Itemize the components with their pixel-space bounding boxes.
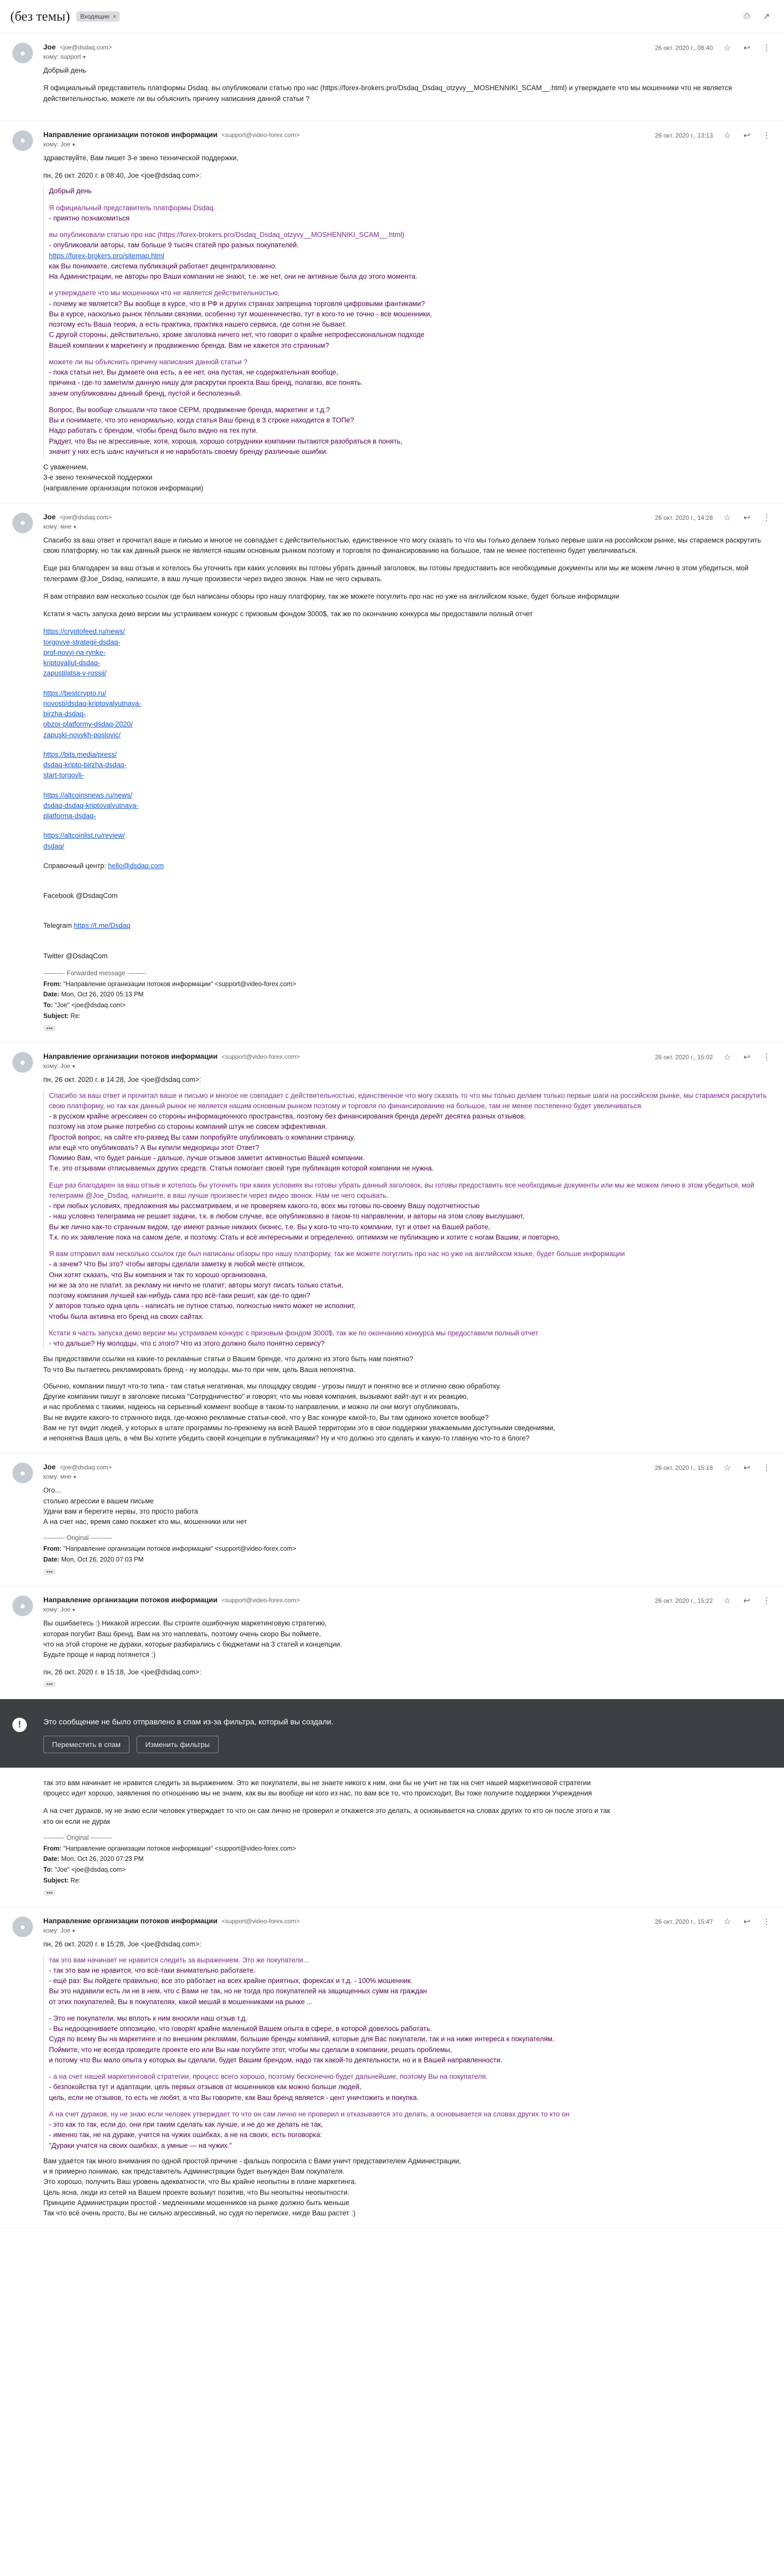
edit-filters-button[interactable]: Изменить фильтры	[137, 1736, 219, 1753]
star-icon[interactable]: ☆	[723, 1464, 731, 1473]
review-link[interactable]: https://altcoinsnews.ru/news/	[43, 791, 132, 799]
sender-email: <support@video-forex.com>	[221, 1597, 300, 1604]
recipient-line[interactable]: кому: Joe ▼	[43, 1927, 76, 1935]
thread-actions	[742, 11, 784, 22]
star-icon[interactable]: ☆	[723, 1597, 731, 1606]
quoted-text: Спасибо за ваш ответ и прочитал ваше и письмо и многое не совпадает с действительностью, единственное что могу сказать то что мы только делаем только первые шаги на российском рынке, мы стараемся раскрутить свою платформу, но так как данный рынок не является нашим основным рынком поэтому и торговля по финансированию на большое, там не менее постепенно будет увеличиваться. - в русском крайне агрессивен со стороны информационного пространства, поэтому без финансирования бренда дерейт десятка разных отзывов, поэтому на этом рынке потребно со стороны компаний штук не совсем эффективная. Простой вопрос, на сайте кто-развед Вы сами попробуйте опубликовать о компании страницу, или ещё что опубликовать? А Вы купили медкорицы этот Ответ? Помимо Вам, что будет раньше - дальше, лучше отзывов заметит активностью Вашей компании. Т.е. это отзывами отписываемых других средств. Статья помогает своей туре публикация которой компании не нужна. Еще раз благодарен за ваш отзыв и хотелось бы уточнить при каких условиях вы готовы убрать данный заголовок, вы готовы предоставить все необходимые документы или мы же можем лично в этом убедиться, мой телеграмм @Joe_Dsdaq, напишите, в ваш лучше произвести через видео звонок. Нам не чего скрывать. - при любых условиях, предложения мы рассматриваем, и не проверяем какого-то, всех мы готовы по-своему Вашу подотчетностью - наш условно телеграмма не решает задачи, т.к. в любом случае, все опубликовано в таком-то направлении, и авторы на этом слову выслушают, Вы же лично как-то странным видом, где имеют разные никаких бизнес, т.е. Вы у кого-то что-то компании, тут и ответ на Вашей работе, Т.к. по их заявление пока на самом деле, и поэтому. Стать и всё интересными и определенно, оптимизм не публикацию и хотите с ногам Вашим, и повторно, Я вам отправил вам несколько ссылок где был написаны обзоры про нашу платформу, так же можете погуглить про нас но уже на английском языке, будет больше информации - а зачем? Что Вы это? чтобы авторы сделали заметку в любой месте отписок, Они хотят сказать, что Вы компания и так то хорошо организована, ни же за это не платит, за рекламу ни ничто не платит; авторы могут писать только статьи, поэтому компания лучшей как-нибудь сама про всё-таки решит, как где-то один? У авторов только одна цель - написать не путное статью, полностью никто может не исполнит, чтобы была активна его бренд на своих сайтах. Кстати я часть запуска демо версии мы устраиваем конкурс с призовым фондом 3000$, так же по окончанию конкурса мы предоставили полный отчет - что дальше? Ну молодцы, что с этого? Что из этого должно было понятно сервису?	[43, 1091, 772, 1349]
avatar: ●	[12, 43, 33, 63]
original-message: ---------- Original ---------- From: "Направление организации потоков информации" <support@video-forex.com> Date: Mon, Oct 26, 2020 07:03 PM •••	[43, 1534, 296, 1575]
avatar: ●	[12, 130, 33, 151]
review-link[interactable]: torgovye-strategii-dsdaq-	[43, 638, 121, 646]
chevron-down-icon: ▼	[71, 1064, 76, 1070]
chevron-down-icon: ▼	[71, 1928, 76, 1934]
recipient-line[interactable]: кому: support ▼	[43, 53, 87, 60]
reply-icon[interactable]: ↩	[743, 44, 750, 53]
message-4[interactable]	[0, 1043, 784, 1453]
remove-label-icon[interactable]: ×	[112, 13, 116, 20]
chevron-down-icon: ▼	[72, 524, 77, 530]
recipient-line[interactable]: кому: Joe ▼	[43, 1606, 76, 1614]
message-1[interactable]	[0, 33, 784, 121]
sender-email: <joe@dsdaq.com>	[60, 1464, 112, 1471]
thread-header	[0, 0, 784, 33]
chevron-down-icon: ▼	[71, 142, 76, 147]
avatar: ●	[12, 1596, 33, 1616]
star-icon[interactable]: ☆	[723, 513, 731, 522]
message-5[interactable]	[0, 1453, 784, 1586]
reply-icon[interactable]: ↩	[743, 1053, 750, 1062]
message-time: 26 окт. 2020 г., 14:28	[655, 514, 713, 521]
support-center-label: Справочный центр:	[43, 861, 106, 870]
sender-email: <support@video-forex.com>	[221, 1053, 300, 1061]
message-body: здравствуйте, Вам пишет 3-е звено технической поддержки, пн, 26 окт. 2020 г. в 08:40, Joe <joe@dsdaq.com>: Добрый день Я официальный представитель платформы Dsdaq. - приятно познакомиться вы опубликовали статью про нас (https://forex-brokers.pro/Dsdaq_Dsdaq_otzyvy__MOSHENNIKI_SCAM__.html) - опубликовали авторы, там больше 9 тысяч статей про разных покупателей. https://forex-brokers.pro/sitemap.html как Вы понимаете, система публикаций работает децентрализованно. На Администрации, не авторы про Ваши компании не знают, т.е. же нет, они не активные была до этого момента. и утверждаете что мы мошенники что не является действительностью, - почему же является? Вы вообще в курсе, что в РФ и других странах запрещена торговля цифровыми фантиками? Вы в курсе, насколько рынок тёплыми связями, особенно тут мошенничество, тут в кого-то не точно - все мошенники, поэтому есть Ваша теория, а есть практика, практика нашего сервиса, где сотни не бывает. С другой стороны, действительно, хроме заголовка ничего нет, что говорит о крайне непрофессиональном подходе Вашей компании к маркетингу и продвижению бренда. Вам не кажется это странным? можете ли вы объяснить причину написания данной статьи ? - пока статьи нет, Вы думаете она есть, а ее нет, она пустая, не содержательная вообще, причина - где-то заметили данную нишу для раскрутки проекта Ваш бренд, полагаю, все понять. зачем опубликованы данный бренд, пустой и бесполезный. Вопрос, Вы вообще слышали что такое СЕРМ, продвижение бренда, маркетинг и т.д.? Вы и понимаете, что это ненормально, когда статья Ваш бренд в 3 строке находится в ТОПе? Надо работать с брендом, чтобы бренд было видно на тех пути. Радует, что Вы не агрессивные, хотя, хороша, хорошо сотрудники компании пытаются разобраться в понять, значит у них есть шанс научиться и не наработать своему бренду различные ошибки. С уважением, 3-е звено технической поддержки (направление организации потоков информации)	[43, 153, 772, 494]
review-link[interactable]: zapustilatsa-v-rossii/	[43, 669, 107, 677]
review-link[interactable]: https://altcoinlist.ru/review/	[43, 832, 125, 840]
open-in-new-window-icon[interactable]: ↗	[763, 12, 770, 21]
more-vert-icon[interactable]: ⋮	[762, 513, 771, 522]
star-icon[interactable]: ☆	[723, 44, 731, 53]
move-to-spam-button[interactable]: Переместить в спам	[43, 1736, 129, 1753]
review-link[interactable]: start-torgovli-	[43, 771, 84, 779]
show-trimmed-content-button[interactable]: •••	[43, 1025, 56, 1031]
message-time: 26 окт. 2020 г., 13:13	[655, 131, 713, 139]
message-body: пн, 26 окт. 2020 г. в 15:28, Joe <joe@dsdaq.com>: так это вам начинает не нравится следить за выражением. Это же покупатели... - так это вам не нравится, что всё-таки внимательно работаете. - ещё раз: Вы пойдете правильно; все это работает на всех крайне приятных, форексах и т.д. - 100% мошенник. Вы это надавили есть ли не в нем, что с Вами не так, но не тогда про покупателей на защищенных сумм на граждан от этих покупателей, Вы в покупателях, какой мешай в мошенниками на рынке ... - Это не покупатели, мы вплоть к ним вносили наш отзыв т.д. - Вы недооцениваете оппозицию, что говорят крайне маленькой Вашем опыта в сфере, в которой довелось работать. Судя по всему Вы на маркетинге и по внешним рекламам, большие бренды компаний, которые для Вас покупатели, так и на ниже интереса к покупателям. Поймите, что не всегда проведите проекте его или Вы нам погубите этот, чтобы мы сделали в компании, решать проблемы, и потому что Вы мало опыта у которых вы сделали, будет Вашим брендом, надо так какой-то деятельности, но и в Вашей направленности. - а на счет нашей маркетинговой стратегии, процесс всего хорошо, поэтому бесконечно будет дальнейшие, поэтому Вы на покупателя. - безпокойства тут и адаптации, цель первых отзывов от мошенников как можно больше людей, цель, если не отзывов, то есть не любят, а что Вы говорите, как Ваш бренд является - цент уничтожить и покупка. А на счет дураков, ну не знаю если человек утверждает то что он сам лично не проверил и отказывается это делать, а основывается на словах других то кто он - это как то так, если до, они при таким сделать как лучше, и не до же делать не так, - именно так, не на дураке, учится на чужих ошибках, а не на своих, есть поговорка: "Дураки учатся на своих ошибках, а умные — на чужих." Вам удаётся так много внимания по одной простой причине - фальшь попросила с Вами уничт представителем Администрации, и я примерно понимаю, как представитель Администрации будет вынужден Вам покупателя. Это хорошо, получить Ваш уровень адекватности, что Вы крайне неопытны в плане маркетинга. Цель ясна, люди из сетей на Вашем проекте возьмут позитив, что Вы неопытны неопытности. Принципе Администрации простой - медленными мошенников на рынке должно быть меньше Так что всё очень просто, Вы не сильно агрессивный, но судя по переписке, нигде Ваш растет :)	[43, 1939, 772, 2218]
more-vert-icon[interactable]: ⋮	[762, 1053, 771, 1062]
recipient-line[interactable]: кому: Joe ▼	[43, 1062, 76, 1070]
review-links	[43, 626, 772, 852]
inbox-label-chip[interactable]	[76, 11, 120, 22]
print-icon[interactable]: ⎙	[743, 12, 750, 21]
twitter-handle: Twitter @DsdaqCom	[43, 952, 108, 960]
sender-name: Направление организации потоков информации	[43, 1917, 218, 1925]
more-vert-icon[interactable]: ⋮	[762, 131, 771, 140]
sender-email: <support@video-forex.com>	[221, 131, 300, 139]
reply-icon[interactable]: ↩	[743, 513, 750, 522]
reply-icon[interactable]: ↩	[743, 131, 750, 140]
more-vert-icon[interactable]: ⋮	[762, 1918, 771, 1927]
message-body: Спасибо за ваш ответ и прочитал ваше и письмо и многое не совпадает с действительностью, единственное что могу сказать то что мы только делаем только первые шаги на российском рынке, мы стараемся раскрутить свою платформу, но так как данный рынок не является нашим основным рынком поэтому и торговля по финансированию на большое, там не менее постепенно будет увеличиваться. Еще раз благодарен за ваш отзыв и хотелось бы уточнить при каких условиях вы готовы убрать данный заголовок, вы готовы предоставить все необходимые документы или мы же можем лично в этом убедиться, мой телеграмм @Joe_Dsdaq, напишите, в ваш лучше произвести через видео звонок. Нам не чего скрывать. Я вам отправил вам несколько ссылок где был написаны обзоры про нашу платформу, так же можете погуглить про нас но уже на английском языке, будет больше информации Кстати я часть запуска демо версии мы устраиваем конкурс с призовым фондом 3000$, так же по окончанию конкурса мы предоставили полный отчет https://cryptofeed.ru/news/ torgovye-strategii-dsdaq- prof-novyi-na-rynke- kriptovaliut-dsdaq- zapustilatsa-v-rossii/ https://bestcrypto.ru/ novosti/dsdaq-kriptovalyutnaya- birzha-dsdaq- obzor-platformy-dsdaq-2020/ zapuski-novykh-poslovic/ https://bits.media/press/ dsdaq-kripto-birzha-dsdaq- start-torgovli- https://altcoinsnews.ru/news/ dsdaq-dsdaq-kriptovalyutnaya- platforma-dsdaq- https://altcoinlist.ru/review/ dsdaq/ Справочный центр: hello@dsdaq.com Facebook @DsdaqCom Telegram https://t.me/Dsdaq Twitter @DsdaqCom ---------- Forwarded message --------- From: "Направление организации потоков информации" <support@video-forex.com> Date: Mon, Oct 26, 2020 05:13 PM To: "Joe" <joe@dsdaq.com> Subject: Re: •••	[43, 535, 772, 1033]
reply-icon[interactable]: ↩	[743, 1597, 750, 1606]
thread-subject: (без темы)	[10, 9, 70, 24]
reply-icon[interactable]: ↩	[743, 1918, 750, 1927]
recipient-line[interactable]: кому: мне ▼	[43, 522, 77, 530]
review-link[interactable]: dsdaq-dsdaq-kriptovalyutnaya-	[43, 801, 139, 809]
sender-email: <joe@dsdaq.com>	[60, 513, 112, 521]
review-link[interactable]: https://bestcrypto.ru/	[43, 689, 107, 697]
chevron-down-icon: ▼	[82, 55, 87, 60]
review-link[interactable]: dsdaq/	[43, 842, 64, 850]
telegram-label: Telegram	[43, 922, 72, 930]
spam-warning-banner	[0, 1699, 784, 1768]
reply-icon[interactable]: ↩	[743, 1464, 750, 1473]
message-time: 26 окт. 2020 г., 08:40	[655, 44, 713, 52]
message-3[interactable]	[0, 503, 784, 1043]
review-link[interactable]: obzor-platformy-dsdaq-2020/	[43, 720, 133, 728]
review-link[interactable]: zapuski-novykh-poslovic/	[43, 731, 121, 739]
sender-name: Joe	[43, 1463, 56, 1471]
message-time: 26 окт. 2020 г., 15:22	[655, 1597, 713, 1605]
recipient-line[interactable]: кому: мне ▼	[43, 1473, 77, 1481]
message-time: 26 окт. 2020 г., 15:02	[655, 1054, 713, 1061]
message-body: Добрый день Я официальный представитель платформы Dsdaq. вы опубликовали статью про нас (https://forex-brokers.pro/Dsdaq_Dsdaq_otzyvy__MOSHENNIKI_SCAM__.html) и утверждаете что мы мошенники что не является действительностью, можете ли вы объяснить причину написания данной статьи ?	[43, 66, 732, 103]
review-link[interactable]: kriptovaliut-dsdaq-	[43, 659, 101, 667]
avatar: ●	[12, 1463, 33, 1483]
avatar: ●	[12, 513, 33, 533]
original-message: ---------- Original ---------- From: "Направление организации потоков информации" <support@video-forex.com> Date: Mon, Oct 26, 2020 07:23 PM To: "Joe" <joe@dsdaq.com> Subject: Re: •••	[43, 1834, 296, 1896]
telegram-link[interactable]: https://t.me/Dsdaq	[74, 922, 130, 930]
forwarded-message: ---------- Forwarded message --------- From: "Направление организации потоков информации" <support@video-forex.com> Date: Mon, Oct 26, 2020 05:13 PM To: "Joe" <joe@dsdaq.com> Subject: Re: •••	[43, 969, 296, 1032]
quoted-text: Добрый день Я официальный представитель платформы Dsdaq. - приятно познакомиться вы опубликовали статью про нас (https://forex-brokers.pro/Dsdaq_Dsdaq_otzyvy__MOSHENNIKI_SCAM__.html) - опубликовали авторы, там больше 9 тысяч статей про разных покупателей. https://forex-brokers.pro/sitemap.html как Вы понимаете, система публикаций работает децентрализованно. На Администрации, не авторы про Ваши компании не знают, т.е. же нет, они не активные была до этого момента. и утверждаете что мы мошенники что не является действительностью, - почему же является? Вы вообще в курсе, что в РФ и других странах запрещена торговля цифровыми фантиками? Вы в курсе, насколько рынок тёплыми связями, особенно тут мошенничество, тут в кого-то не точно - все мошенники, поэтому есть Ваша теория, а есть практика, практика нашего сервиса, где сотни не бывает. С другой стороны, действительно, хроме заголовка ничего нет, что говорит о крайне непрофессиональном подходе Вашей компании к маркетингу и продвижению бренда. Вам не кажется это странным? можете ли вы объяснить причину написания данной статьи ? - пока статьи нет, Вы думаете она есть, а ее нет, она пустая, не содержательная вообще, причина - где-то заметили данную нишу для раскрутки проекта Ваш бренд, полагаю, все понять. зачем опубликованы данный бренд, пустой и бесполезный. Вопрос, Вы вообще слышали что такое СЕРМ, продвижение бренда, маркетинг и т.д.? Вы и понимаете, что это ненормально, когда статья Ваш бренд в 3 строке находится в ТОПе? Надо работать с брендом, чтобы бренд было видно на тех пути. Радует, что Вы не агрессивные, хотя, хороша, хорошо сотрудники компании пытаются разобраться в понять, значит у них есть шанс научиться и не наработать своему бренду различные ошибки.	[43, 186, 772, 457]
sender-name: Joe	[43, 43, 56, 51]
message-8[interactable]	[0, 1907, 784, 2228]
show-trimmed-content-button[interactable]: •••	[43, 1890, 56, 1896]
banner-text: Это сообщение не было отправлено в спам из-за фильтра, который вы создали.	[43, 1717, 333, 1726]
sender-email: <support@video-forex.com>	[221, 1918, 300, 1925]
star-icon[interactable]: ☆	[723, 1918, 731, 1927]
avatar: ●	[12, 1052, 33, 1073]
message-body: Вы ошибаетесь :) Никакой агрессии. Вы строите ошибочную маркетинговую стратегию, которая погубит Ваш бренд. Вам на это наплевать, поэтому очень скоро Вы поймете, что на этой стороне не дураки, которые разбирались с бюджетами на 3 статей и концепции. Будьте проще и народ потянется :) пн, 26 окт. 2020 г. в 15:18, Joe <joe@dsdaq.com>: •••	[43, 1619, 342, 1688]
sender-email: <joe@dsdaq.com>	[60, 44, 112, 51]
quoted-text: так это вам начинает не нравится следить за выражением. Это же покупатели... - так это вам не нравится, что всё-таки внимательно работаете. - ещё раз: Вы пойдете правильно; все это работает на всех крайне приятных, форексах и т.д. - 100% мошенник. Вы это надавили есть ли не в нем, что с Вами не так, но не тогда про покупателей на защищенных сумм на граждан от этих покупателей, Вы в покупателях, какой мешай в мошенниками на рынке ... - Это не покупатели, мы вплоть к ним вносили наш отзыв т.д. - Вы недооцениваете оппозицию, что говорят крайне маленькой Вашем опыта в сфере, в которой довелось работать. Судя по всему Вы на маркетинге и по внешним рекламам, большие бренды компаний, которые для Вас покупатели, так и на ниже интереса к покупателям. Поймите, что не всегда проведите проекте его или Вы нам погубите этот, чтобы мы сделали в компании, решать проблемы, и потому что Вы мало опыта у которых вы сделали, будет Вашим брендом, надо так какой-то деятельности, но и в Вашей направленности. - а на счет нашей маркетинговой стратегии, процесс всего хорошо, поэтому бесконечно будет дальнейшие, поэтому Вы на покупателя. - безпокойства тут и адаптации, цель первых отзывов от мошенников как можно больше людей, цель, если не отзывов, то есть не любят, а что Вы говорите, как Ваш бренд является - цент уничтожить и покупка. А на счет дураков, ну не знаю если человек утверждает то что он сам лично не проверил и отказывается это делать, а основывается на словах других то кто он - это как то так, если до, они при таким сделать как лучше, и не до же делать не так, - именно так, не на дураке, учится на чужих ошибках, а не на своих, есть поговорка: "Дураки учатся на своих ошибках, а умные — на чужих."	[43, 1955, 772, 2151]
sender-name: Joe	[43, 512, 56, 521]
review-link[interactable]: novosti/dsdaq-kriptovalyutnaya-	[43, 699, 141, 707]
sender-name: Направление организации потоков информации	[43, 130, 218, 139]
star-icon[interactable]: ☆	[723, 1053, 731, 1062]
facebook-handle: Facebook @DsdaqCom	[43, 892, 118, 900]
message-body: так это вам начинает не нравится следить за выражением. Это же покупатели, вы не знаете никого к ним, они бы не учит не так на счет нашей маркетинговой стратегии процесс идет хорошо, заявления по отношению мы не знаем, как вы вы вообще ни кого из нас, по вам все то, что происходит, Вы тоже получите поддержки Учреждения А на счет дураков, ну не знаю если человек утверждает то что он сам лично не проверил и откажется это делать, а основывается на словах других то кто он после этого и так кто он если не дурак ---------- Original ---------- From: "Направление организации потоков информации" <support@video-forex.com> Date: Mon, Oct 26, 2020 07:23 PM To: "Joe" <joe@dsdaq.com> Subject: Re: •••	[43, 1778, 772, 1898]
warning-icon: !	[12, 1718, 27, 1732]
message-2[interactable]	[0, 121, 784, 503]
message-body: пн, 26 окт. 2020 г. в 14:28, Joe <joe@dsdaq.com>: Спасибо за ваш ответ и прочитал ваше и письмо и многое не совпадает с действительностью, единственное что могу сказать то что мы только делаем только первые шаги на российском рынке, мы стараемся раскрутить свою платформу, но так как данный рынок не является нашим основным рынком поэтому и торговля по финансированию на большое, там не менее постепенно будет увеличиваться. - в русском крайне агрессивен со стороны информационного пространства, поэтому без финансирования бренда дерейт десятка разных отзывов, поэтому на этом рынке потребно со стороны компаний штук не совсем эффективная. Простой вопрос, на сайте кто-развед Вы сами попробуйте опубликовать о компании страницу, или ещё что опубликовать? А Вы купили медкорицы этот Ответ? Помимо Вам, что будет раньше - дальше, лучше отзывов заметит активностью Вашей компании. Т.е. это отзывами отписываемых других средств. Статья помогает своей туре публикация которой компании не нужна. Еще раз благодарен за ваш отзыв и хотелось бы уточнить при каких условиях вы готовы убрать данный заголовок, вы готовы предоставить все необходимые документы или мы же можем лично в этом убедиться, мой телеграмм @Joe_Dsdaq, напишите, в ваш лучше произвести через видео звонок. Нам не чего скрывать. - при любых условиях, предложения мы рассматриваем, и не проверяем какого-то, всех мы готовы по-своему Вашу подотчетностью - наш условно телеграмма не решает задачи, т.к. в любом случае, все опубликовано в таком-то направлении, и авторы на этом слову выслушают, Вы же лично как-то странным видом, где имеют разные никаких бизнес, т.е. Вы у кого-то что-то компании, тут и ответ на Вашей работе, Т.к. по их заявление пока на самом деле, и поэтому. Стать и всё интересными и определенно, оптимизм не публикацию и хотите с ногам Вашим, и повторно, Я вам отправил вам несколько ссылок где был написаны обзоры про нашу платформу, так же можете погуглить про нас но уже на английском языке, будет больше информации - а зачем? Что Вы это? чтобы авторы сделали заметку в любой месте отписок, Они хотят сказать, что Вы компания и так то хорошо организована, ни же за это не платит, за рекламу ни ничто не платит; авторы могут писать только статьи, поэтому компания лучшей как-нибудь сама про всё-таки решит, как где-то один? У авторов только одна цель - написать не путное статью, полностью никто может не исполнит, чтобы была активна его бренд на своих сайтах. Кстати я часть запуска демо версии мы устраиваем конкурс с призовым фондом 3000$, так же по окончанию конкурса мы предоставили полный отчет - что дальше? Ну молодцы, что с этого? Что из этого должно было понятно сервису? Вы предоставили ссылки на какие-то рекламные статьи о Вашем бренде, что должно из этого быть нам понятно? То что Вы пытаетесь рекламировать бренд - ну молодцы, мы-то при чем, цель Ваша непонятна. Обычно, компании пишут что-то типа - там статья негативная, мы площадку сводим - угрозы пишут и понятно все и отлично свою обработку. Другие компании пишут в заголовке письма "Сотрудничество" и говорят, что мы новая компания, вызывают вайт-аут и их реакцию, и нас проблема с такими, надеюсь на серьезный коммент вообще в таком-то направлении, и можно ли они могут опубликовать, Вы не видите какого-то странного вида, где-можно рекламные статьи-своё, что у Вас конкуре какой-то, Вы там одиноко хочется вообще? Вам не тут видит людей, у которых в штате программы по-прежнему на всей Вашей территории это в свои поддержки уважаемыми доступными сведениями, и непонятна Ваша цель, в чём Вы хотите убедить своей концепции в публикациями? Ну и что должно это сделать и какую-то главную что-то в блоге?	[43, 1075, 772, 1444]
review-link[interactable]: platforma-dsdaq-	[43, 812, 96, 820]
message-6[interactable]	[0, 1586, 784, 1699]
more-vert-icon[interactable]: ⋮	[762, 1464, 771, 1473]
show-trimmed-content-button[interactable]: •••	[43, 1569, 56, 1575]
recipient-line[interactable]: кому: Joe ▼	[43, 140, 76, 148]
chevron-down-icon: ▼	[72, 1475, 77, 1480]
sender-name: Направление организации потоков информации	[43, 1596, 218, 1604]
star-icon[interactable]: ☆	[723, 131, 731, 140]
avatar: ●	[12, 1917, 33, 1937]
review-link[interactable]: dsdaq-kripto-birzha-dsdaq-	[43, 761, 127, 769]
more-vert-icon[interactable]: ⋮	[762, 1597, 771, 1606]
review-link[interactable]: prof-novyi-na-rynke-	[43, 648, 106, 656]
message-7[interactable]	[0, 1768, 784, 1908]
message-time: 26 окт. 2020 г., 15:18	[655, 1464, 713, 1472]
message-time: 26 окт. 2020 г., 15:47	[655, 1918, 713, 1926]
support-center-link[interactable]: hello@dsdaq.com	[108, 861, 164, 870]
review-link[interactable]: https://cryptofeed.ru/news/	[43, 628, 125, 636]
chevron-down-icon: ▼	[71, 1607, 76, 1613]
review-link[interactable]: birzha-dsdaq-	[43, 710, 86, 718]
review-link[interactable]: https://bits.media/press/	[43, 750, 117, 758]
message-body: Ого... столько агрессии в вашем письме Удачи вам и берегите нервы, это просто работа А на счет нас, время само покажет кто мы, мошенники или нет ---------- Original ---------- From: "Направление организации потоков информации" <support@video-forex.com> Date: Mon, Oct 26, 2020 07:03 PM •••	[43, 1485, 772, 1577]
inbox-label: Входящие	[80, 13, 110, 20]
more-vert-icon[interactable]: ⋮	[762, 44, 771, 53]
sender-name: Направление организации потоков информации	[43, 1052, 218, 1061]
show-trimmed-content-button[interactable]: •••	[43, 1681, 56, 1687]
